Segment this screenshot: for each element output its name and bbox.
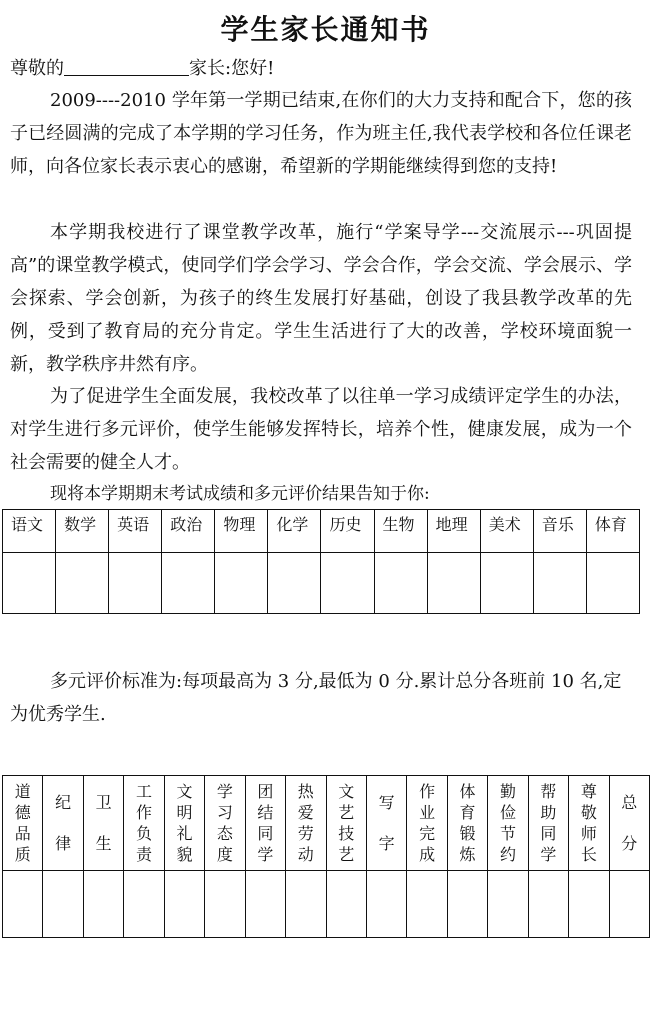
score-cell xyxy=(374,553,427,614)
score-cell xyxy=(480,553,533,614)
subject-header-cell: 体育 xyxy=(586,510,639,553)
subject-header-cell: 地理 xyxy=(427,510,480,553)
evaluation-score-cell xyxy=(609,871,649,938)
criteria-header-cell: 帮 助 同 学 xyxy=(528,776,568,871)
score-cell xyxy=(321,553,374,614)
score-cell xyxy=(162,553,215,614)
subject-header-cell: 数学 xyxy=(56,510,109,553)
criteria-header-cell: 团 结 同 学 xyxy=(245,776,285,871)
greeting-suffix: 家长:您好! xyxy=(189,58,275,79)
parent-name-blank xyxy=(64,57,189,76)
subject-header-cell: 历史 xyxy=(321,510,374,553)
criteria-header-cell: 文 明 礼 貌 xyxy=(164,776,204,871)
criteria-header-cell: 纪 律 xyxy=(43,776,83,871)
score-cell xyxy=(56,553,109,614)
score-cell xyxy=(268,553,321,614)
subject-header-row xyxy=(3,510,640,553)
evaluation-score-cell xyxy=(43,871,83,938)
criteria-header-row xyxy=(3,776,650,871)
subject-header-cell: 化学 xyxy=(268,510,321,553)
evaluation-score-cell xyxy=(245,871,285,938)
subject-header-cell: 政治 xyxy=(162,510,215,553)
criteria-header-cell: 学 习 态 度 xyxy=(205,776,245,871)
subject-header-cell: 音乐 xyxy=(533,510,586,553)
criteria-header-cell: 热 爱 劳 动 xyxy=(286,776,326,871)
subject-header-cell: 英语 xyxy=(109,510,162,553)
score-cell xyxy=(3,553,56,614)
evaluation-score-cell xyxy=(326,871,366,938)
evaluation-standard: 多元评价标准为:每项最高为 3 分,最低为 0 分.累计总分各班前 10 名,定为优秀学生. xyxy=(10,671,622,725)
subject-header-cell: 语文 xyxy=(3,510,56,553)
paragraph-3: 为了促进学生全面发展，我校改革了以往单一学习成绩评定学生的办法，对学生进行多元评价，使学生能够发挥特长，培养个性，健康发展，成为一个社会需要的健全人才。 xyxy=(10,386,632,473)
evaluation-score-cell xyxy=(488,871,528,938)
score-cell xyxy=(109,553,162,614)
criteria-header-cell: 勤 俭 节 约 xyxy=(488,776,528,871)
greeting-prefix: 尊敬的 xyxy=(10,58,64,79)
evaluation-table xyxy=(2,775,650,938)
exam-scores-table xyxy=(2,509,640,614)
document-title: 学生家长通知书 xyxy=(220,13,431,46)
criteria-header-cell: 卫 生 xyxy=(83,776,123,871)
criteria-header-cell: 体 育 锻 炼 xyxy=(447,776,487,871)
score-cell xyxy=(215,553,268,614)
evaluation-score-cell xyxy=(569,871,609,938)
score-cell xyxy=(586,553,639,614)
subject-header-cell: 美术 xyxy=(480,510,533,553)
evaluation-score-cell xyxy=(407,871,447,938)
score-cell xyxy=(533,553,586,614)
criteria-header-cell: 总 分 xyxy=(609,776,649,871)
evaluation-score-cell xyxy=(164,871,204,938)
greeting xyxy=(10,54,274,80)
results-intro: 现将本学期期末考试成绩和多元评价结果告知于你: xyxy=(50,484,430,504)
evaluation-score-cell xyxy=(3,871,43,938)
subject-header-cell: 生物 xyxy=(374,510,427,553)
paragraph-1: 2009----2010 学年第一学期已结束,在你们的大力支持和配合下，您的孩子已经圆满的完成了本学期的学习任务，作为班主任,我代表学校和各位任课老师，向各位家长表示衷心的感谢，希望新的学期能继续得到您的支持! xyxy=(10,90,632,177)
criteria-header-cell: 尊 敬 师 长 xyxy=(569,776,609,871)
criteria-header-cell: 文 艺 技 艺 xyxy=(326,776,366,871)
evaluation-score-row xyxy=(3,871,650,938)
evaluation-score-cell xyxy=(528,871,568,938)
criteria-header-cell: 道 德 品 质 xyxy=(3,776,43,871)
evaluation-score-cell xyxy=(83,871,123,938)
paragraph-2: 本学期我校进行了课堂教学改革，施行“学案导学---交流展示---巩固提高”的课堂教学模式，使同学们学会学习、学会合作，学会交流、学会展示、学会探索、学会创新，为孩子的终生发展打好基础，创设了我县教学改革的先例，受到了教育局的充分肯定。学生生活进行了大的改善，学校环境面貌一新，教学秩序井然有序。 xyxy=(10,222,632,375)
evaluation-score-cell xyxy=(366,871,406,938)
evaluation-score-cell xyxy=(447,871,487,938)
criteria-header-cell: 作 业 完 成 xyxy=(407,776,447,871)
evaluation-score-cell xyxy=(286,871,326,938)
subject-header-cell: 物理 xyxy=(215,510,268,553)
criteria-header-cell: 写 字 xyxy=(366,776,406,871)
score-cell xyxy=(427,553,480,614)
evaluation-score-cell xyxy=(205,871,245,938)
evaluation-score-cell xyxy=(124,871,164,938)
criteria-header-cell: 工 作 负 责 xyxy=(124,776,164,871)
score-row xyxy=(3,553,640,614)
